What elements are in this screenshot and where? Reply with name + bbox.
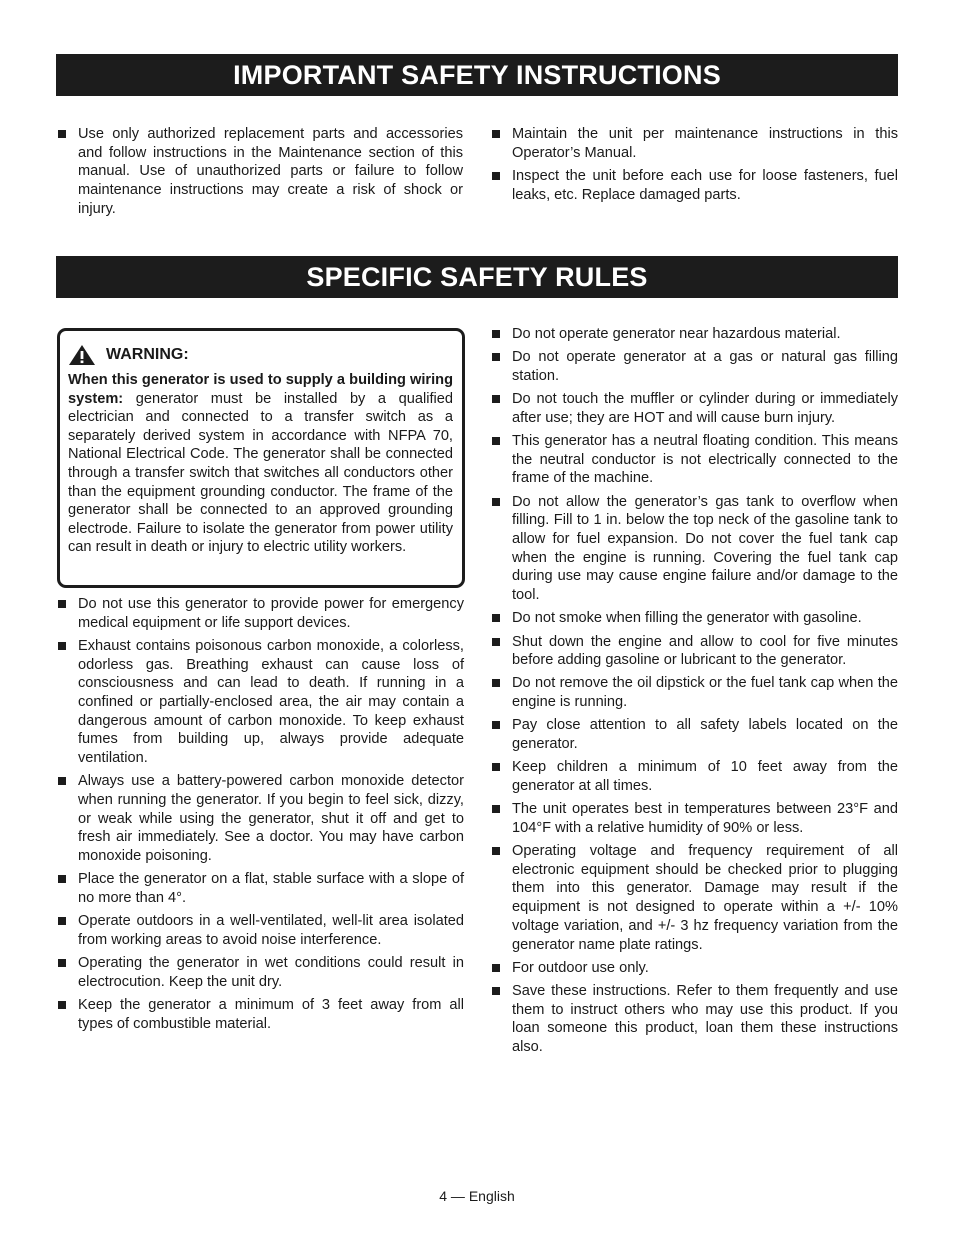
section1-left-list [56, 125, 463, 219]
section1-left-column [56, 125, 463, 223]
bullet-text: Do not touch the muffler or cylinder during or immediately after use; they are HOT and will cause burn injury. [512, 391, 898, 426]
bullet-text: Do not operate generator near hazardous material. [512, 326, 841, 342]
bullet-text: Do not smoke when filling the generator with gasoline. [512, 610, 862, 627]
bullet-text: Do not allow the generator’s gas tank to overflow when filling. Fill to 1 in. below the top neck of the gasoline tank to allow for fuel expansion. Do not cover the fuel tank cap when the engine is running. Covering the fuel tank cap during use may cause engine failure and/or damage to the tool. [512, 493, 898, 604]
bullet-text: Pay close attention to all safety labels located on the generator. [512, 717, 898, 753]
section-title-important-safety: IMPORTANT SAFETY INSTRUCTIONS [56, 54, 898, 96]
bullet-square-icon [492, 721, 500, 729]
bullet-item [56, 772, 464, 866]
bullet-square-icon [492, 353, 500, 361]
bullet-square-icon [492, 763, 500, 771]
bullet-text: Shut down the engine and allow to cool for five minutes before adding gasoline or lubricant to the generator. [512, 633, 898, 669]
warning-triangle-icon [68, 344, 96, 366]
section2-right-list [490, 325, 898, 1057]
bullet-square-icon [492, 679, 500, 687]
bullet-square-icon [492, 395, 500, 403]
warning-box [57, 328, 465, 588]
section1-right-list [490, 125, 898, 204]
bullet-square-icon [58, 875, 66, 883]
bullet-item [56, 912, 464, 949]
bullet-square-icon [492, 964, 500, 972]
bullet-text: Do not operate generator at a gas or natural gas filling station. [512, 349, 898, 384]
bullet-item [490, 842, 898, 954]
bullet-square-icon [492, 638, 500, 646]
bullet-text: Exhaust contains poisonous carbon monoxide, a colorless, odorless gas. Breathing exhaust can cause loss of consciousness and can lead to death. If running in a confined or partially-enclosed area, the air may contain a dangerous amount of carbon monoxide. To keep exhaust fumes from building up, always provide adequate ventilation. [78, 637, 464, 767]
bullet-text: Keep the generator a minimum of 3 feet away from all types of combustible material. [78, 997, 464, 1032]
bullet-square-icon [58, 959, 66, 967]
bullet-square-icon [492, 614, 500, 622]
bullet-square-icon [58, 917, 66, 925]
page-footer: 4 — English [439, 1188, 515, 1204]
bullet-item [490, 348, 898, 385]
bullet-square-icon [492, 437, 500, 445]
bullet-item [490, 633, 898, 670]
bullet-text: Save these instructions. Refer to them frequently and use them to instruct others who may use this product. If you loan someone this product, loan them these instructions also. [512, 983, 898, 1056]
bullet-square-icon [492, 130, 500, 138]
bullet-item [490, 674, 898, 711]
bullet-item [56, 637, 464, 768]
bullet-square-icon [58, 1001, 66, 1009]
bullet-square-icon [492, 987, 500, 995]
bullet-square-icon [58, 777, 66, 785]
bullet-item [56, 125, 463, 219]
bullet-text: Maintain the unit per maintenance instructions in this Operator’s Manual. [512, 126, 898, 161]
bullet-item [490, 959, 898, 978]
bullet-square-icon [58, 642, 66, 650]
warning-heading-row [68, 344, 453, 366]
bullet-item [490, 125, 898, 162]
bullet-item [56, 954, 464, 991]
bullet-text: For outdoor use only. [512, 959, 649, 976]
section2-right-column [490, 325, 898, 1061]
bullet-item [490, 390, 898, 427]
warning-body: generator must be installed by a qualified electrician and connected to a transfer switch as a separately derived system in accordance with NFPA 70, National Electrical Code. The generator shall be connected through a transfer switch that switches all conductors other than the equipment grounding conductor. The frame of the generator shall be connected to an approved grounding electrode. Failure to isolate the generator from power utility can result in death or injury to electric utility workers. [68, 390, 453, 556]
bullet-item [490, 758, 898, 795]
bullet-item [56, 996, 464, 1033]
bullet-text: Always use a battery-powered carbon monoxide detector when running the generator. If you begin to feel sick, dizzy, or weak while using the generator, shut it off and get to fresh air immediately. See a doctor. You may have carbon monoxide poisoning. [78, 773, 464, 865]
bullet-text: Do not use this generator to provide power for emergency medical equipment or life support devices. [78, 596, 464, 631]
bullet-text: Keep children a minimum of 10 feet away from the generator at all times. [512, 759, 898, 794]
bullet-square-icon [492, 330, 500, 338]
bullet-item [490, 800, 898, 837]
bullet-item [490, 493, 898, 605]
bullet-text: Use only authorized replacement parts and accessories and follow instructions in the Maintenance section of this manual. Use of unauthorized parts or failure to follow maintenance instructions may create a risk of shock or injury. [78, 126, 463, 217]
bullet-square-icon [492, 172, 500, 180]
bullet-item [56, 595, 464, 632]
bullet-text: Operate outdoors in a well-ventilated, well-lit area isolated from working areas to avoid noise interference. [78, 913, 464, 948]
bullet-item [490, 325, 898, 344]
bullet-item [490, 982, 898, 1057]
warning-text [68, 371, 453, 557]
bullet-text: Place the generator on a flat, stable surface with a slope of no more than 4°. [78, 871, 464, 907]
section2-left-list [56, 595, 464, 1033]
section-title-specific-safety: SPECIFIC SAFETY RULES [56, 256, 898, 298]
warning-heading: WARNING: [106, 346, 189, 363]
bullet-square-icon [58, 600, 66, 608]
bullet-square-icon [58, 130, 66, 138]
section2-left-column [56, 595, 464, 1038]
bullet-item [490, 716, 898, 753]
bullet-item [56, 870, 464, 907]
bullet-text: Operating voltage and frequency requirement of all electronic equipment should be checked prior to plugging them into this generator. Damage may result if the equipment is not designed to operate within a +/- 10% voltage variation, and +/- 3 hz frequency variation from the generator name plate ratings. [512, 843, 898, 953]
bullet-item [490, 609, 898, 628]
bullet-item [490, 167, 898, 204]
section1-right-column [490, 125, 898, 209]
bullet-square-icon [492, 805, 500, 813]
bullet-text: Inspect the unit before each use for loose fasteners, fuel leaks, etc. Replace damaged parts. [512, 167, 898, 203]
bullet-square-icon [492, 498, 500, 506]
bullet-text: The unit operates best in temperatures between 23°F and 104°F with a relative humidity of 90% or less. [512, 801, 898, 836]
bullet-text: Operating the generator in wet conditions could result in electrocution. Keep the unit dry. [78, 955, 464, 990]
bullet-item [490, 432, 898, 488]
warning-bold-lead: When this generator is used to supply a building wiring system: [68, 372, 453, 407]
bullet-text: Do not remove the oil dipstick or the fuel tank cap when the engine is running. [512, 675, 898, 711]
bullet-square-icon [492, 847, 500, 855]
bullet-text: This generator has a neutral floating condition. This means the neutral conductor is not electrically connected to the frame of the machine. [512, 433, 898, 487]
